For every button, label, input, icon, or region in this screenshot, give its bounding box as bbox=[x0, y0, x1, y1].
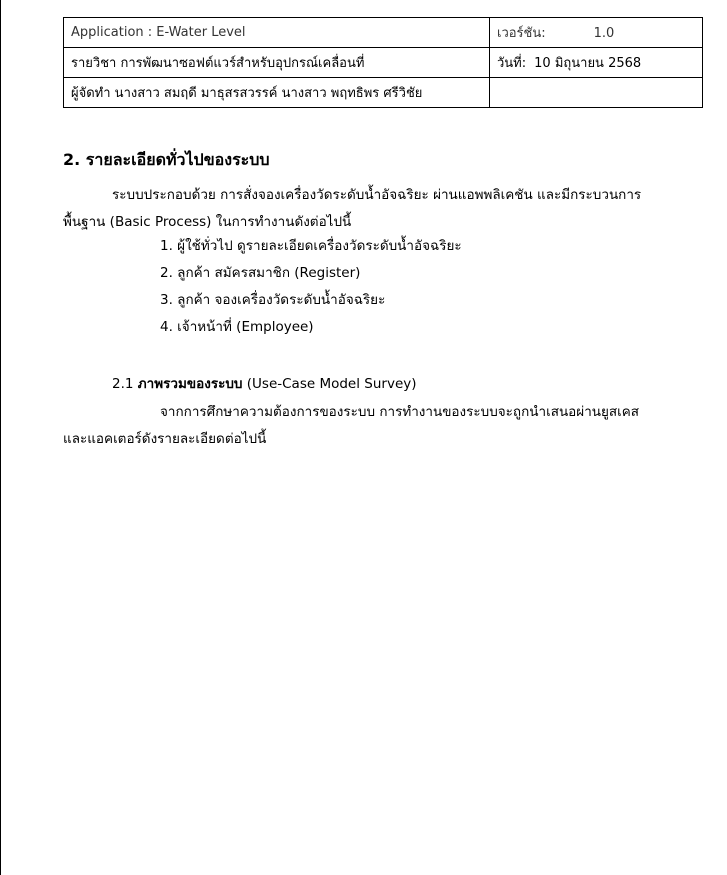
date-label: วันที่: bbox=[497, 56, 527, 71]
section-2-intro-line-1: ระบบประกอบด้วย การสั่งจองเครื่องวัดระดับน้ำอัจฉริยะ ผ่านแอพพลิเคชัน และมีกระบวนการ bbox=[112, 187, 642, 203]
application-cell: Application : E-Water Level bbox=[64, 18, 490, 48]
date-cell bbox=[490, 48, 703, 78]
version-cell bbox=[490, 18, 703, 48]
section-2-1-number: 2.1 bbox=[112, 376, 134, 392]
section-2-1-title-bold: ภาพรวมของระบบ bbox=[137, 376, 243, 392]
page-left-border bbox=[0, 0, 1, 875]
version-label: เวอร์ชัน: bbox=[497, 26, 546, 41]
basic-process-list bbox=[160, 237, 462, 345]
version-value: 1.0 bbox=[593, 26, 615, 41]
section-2-1-body-line-1: จากการศึกษาความต้องการของระบบ การทำงานของระบบจะถูกนำเสนอผ่านยูสเคส bbox=[160, 404, 640, 420]
date-value: 10 มิถุนายน 2568 bbox=[534, 56, 642, 71]
empty-cell bbox=[490, 78, 703, 108]
section-2-1-heading bbox=[112, 372, 417, 394]
header-row-application bbox=[64, 18, 703, 48]
authors-cell: ผู้จัดทำ นางสาว สมฤดี มาธุสรสวรรค์ นางสาว พฤทธิพร ศรีวิชัย bbox=[64, 78, 490, 108]
section-2-1-title-rest: (Use-Case Model Survey) bbox=[246, 376, 417, 392]
list-item: 2. ลูกค้า สมัครสมาชิก (Register) bbox=[160, 265, 361, 281]
document-header-table bbox=[63, 17, 703, 108]
section-2-intro-line-2: พื้นฐาน (Basic Process) ในการทำงานดังต่อไปนี้ bbox=[63, 214, 352, 230]
course-cell: รายวิชา การพัฒนาซอฟต์แวร์สำหรับอุปกรณ์เคลื่อนที่ bbox=[64, 48, 490, 78]
header-row-course bbox=[64, 48, 703, 78]
section-2-1-body-line-2: และแอคเตอร์ดังรายละเอียดต่อไปนี้ bbox=[63, 431, 267, 447]
list-item: 4. เจ้าหน้าที่ (Employee) bbox=[160, 319, 314, 335]
list-item: 1. ผู้ใช้ทั่วไป ดูรายละเอียดเครื่องวัดระดับน้ำอัจฉริยะ bbox=[160, 238, 462, 254]
header-row-authors bbox=[64, 78, 703, 108]
section-2-title: 2. รายละเอียดทั่วไปของระบบ bbox=[63, 150, 270, 169]
list-item: 3. ลูกค้า จองเครื่องวัดระดับน้ำอัจฉริยะ bbox=[160, 292, 386, 308]
